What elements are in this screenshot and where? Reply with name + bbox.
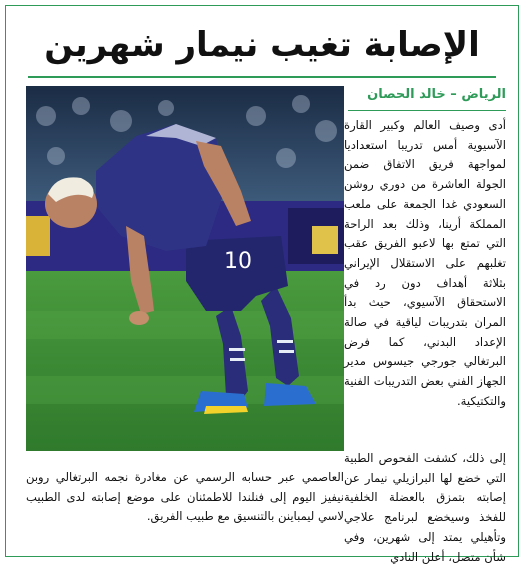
body-paragraph-3: العاصمي عبر حسابه الرسمي عن مغادرة نجمه البرتغالي روبن نيفيز اليوم إلى فنلندا للاطمئنان على موضع إصابته لدى الطبيب لاسي ليمباينن بالتنسيق مع طبيب الفريق. bbox=[26, 470, 344, 524]
body-paragraph-1: أدى وصيف العالم وكبير القارة الآسيوية أمس تدريبا استعداديا لمواجهة فريق الاتفاق ضمن الجولة العاشرة من دوري روشن السعودي غدا الجمعة على ملعب المملكة أرينا، وذلك بعد الراحة التي تمتع بها لاعبو الفريق عقب تغلبهم على الاستقلال الإيراني بثلاثة أهداف دون رد في الاستحقاق الآسيوي، حيث بدأ المران بتدريبات لياقية في صالة الإعداد البدني، كما فرض البرتغالي جورجي جيسوس مدير الجهاز الفني بعض التدريبات الفنية والتكتيكية. bbox=[344, 118, 506, 408]
article-body-column-2 bbox=[26, 468, 344, 527]
jersey-number: 10 bbox=[224, 249, 252, 274]
article-photo bbox=[26, 86, 344, 451]
body-paragraph-2: إلى ذلك، كشفت الفحوص الطبية التي خضع لها البرازيلي نيمار عن إصابته بتمزق بالعضلة الخلفية للفخذ وسيخضع لبرنامج علاجي وتأهيلي يمتد إلى شهرين، وفي شأن متصل، أعلن النادي bbox=[344, 451, 506, 564]
article-body-column-1 bbox=[344, 116, 506, 412]
article-body-column-1-continued bbox=[344, 449, 506, 567]
byline-divider bbox=[348, 110, 506, 111]
headline: الإصابة تغيب نيمار شهرين bbox=[44, 25, 480, 65]
byline: الرياض – خالد الحصان bbox=[367, 87, 506, 102]
headline-divider bbox=[28, 76, 496, 78]
article-frame bbox=[5, 5, 519, 564]
